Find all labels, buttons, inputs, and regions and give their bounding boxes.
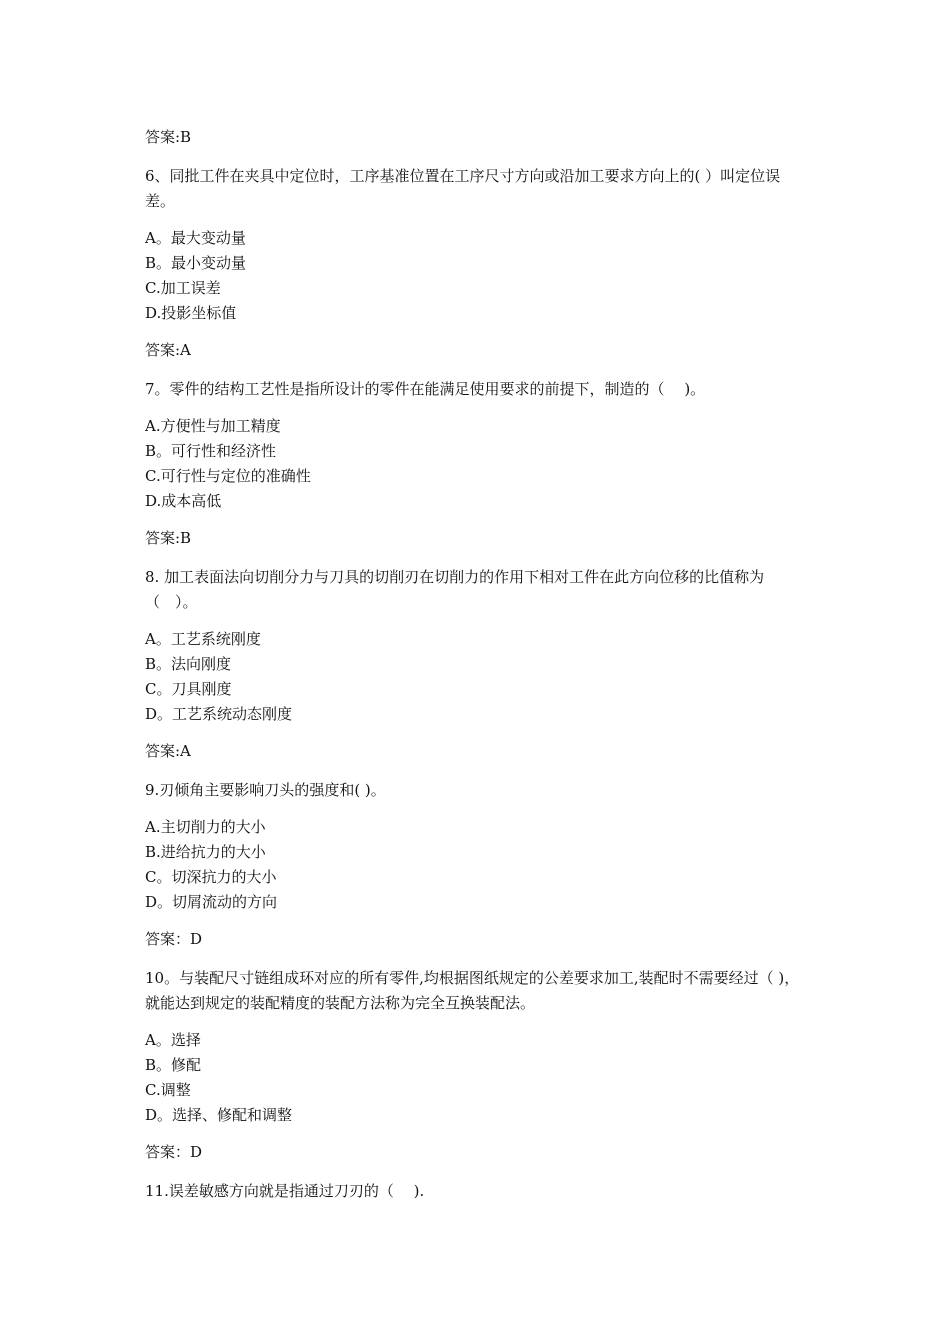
document-content bbox=[145, 127, 810, 1216]
answer-line: 答案:B bbox=[145, 529, 192, 547]
option-item: D.投影坐标值 bbox=[145, 304, 237, 322]
option-item: A。选择 bbox=[145, 1031, 201, 1049]
option-item: C.可行性与定位的准确性 bbox=[145, 467, 311, 485]
option-item: D.成本高低 bbox=[145, 492, 222, 510]
option-list bbox=[145, 226, 810, 326]
option-item: B。最小变动量 bbox=[145, 254, 247, 272]
option-item: C.加工误差 bbox=[145, 279, 221, 297]
answer-line: 答案:A bbox=[145, 341, 191, 359]
option-item: B。修配 bbox=[145, 1056, 202, 1074]
option-item: C。切深抗力的大小 bbox=[145, 868, 277, 886]
question-text: 6、同批工件在夹具中定位时，工序基准位置在工序尺寸方向或沿加工要求方向上的( ）叫定位误差。 bbox=[145, 167, 781, 210]
answer-line: 答案:A bbox=[145, 742, 191, 760]
option-item: C.调整 bbox=[145, 1081, 191, 1099]
option-item: B。法向刚度 bbox=[145, 655, 232, 673]
answer-line: 答案：D bbox=[145, 930, 203, 948]
option-item: D。工艺系统动态刚度 bbox=[145, 705, 293, 723]
question-text: 8. 加工表面法向切削分力与刀具的切削刃在切削力的作用下相对工件在此方向位移的比值称为（ ）。 bbox=[145, 568, 765, 611]
option-item: A。工艺系统刚度 bbox=[145, 630, 261, 648]
option-item: D。选择、修配和调整 bbox=[145, 1106, 293, 1124]
question-text: 10。与装配尺寸链组成环对应的所有零件,均根据图纸规定的公差要求加工,装配时不需要经过（ )，就能达到规定的装配精度的装配方法称为完全互换装配法。 bbox=[145, 969, 800, 1012]
answer-line: 答案：D bbox=[145, 1143, 203, 1161]
option-item: A.主切削力的大小 bbox=[145, 818, 266, 836]
option-list bbox=[145, 627, 810, 727]
option-item: B.进给抗力的大小 bbox=[145, 843, 266, 861]
question-text: 7。零件的结构工艺性是指所设计的零件在能满足使用要求的前提下，制造的（ )。 bbox=[145, 380, 706, 398]
option-item: A.方便性与加工精度 bbox=[145, 417, 281, 435]
option-list bbox=[145, 414, 810, 514]
option-list bbox=[145, 1028, 810, 1128]
answer-line: 答案:B bbox=[145, 128, 192, 146]
option-list bbox=[145, 815, 810, 915]
option-item: D。切屑流动的方向 bbox=[145, 893, 278, 911]
option-item: A。最大变动量 bbox=[145, 229, 246, 247]
question-text: 11.误差敏感方向就是指通过刀刃的（ ). bbox=[145, 1182, 425, 1200]
option-item: C。刀具刚度 bbox=[145, 680, 232, 698]
question-text: 9.刃倾角主要影响刀头的强度和( )。 bbox=[145, 781, 386, 799]
option-item: B。可行性和经济性 bbox=[145, 442, 277, 460]
